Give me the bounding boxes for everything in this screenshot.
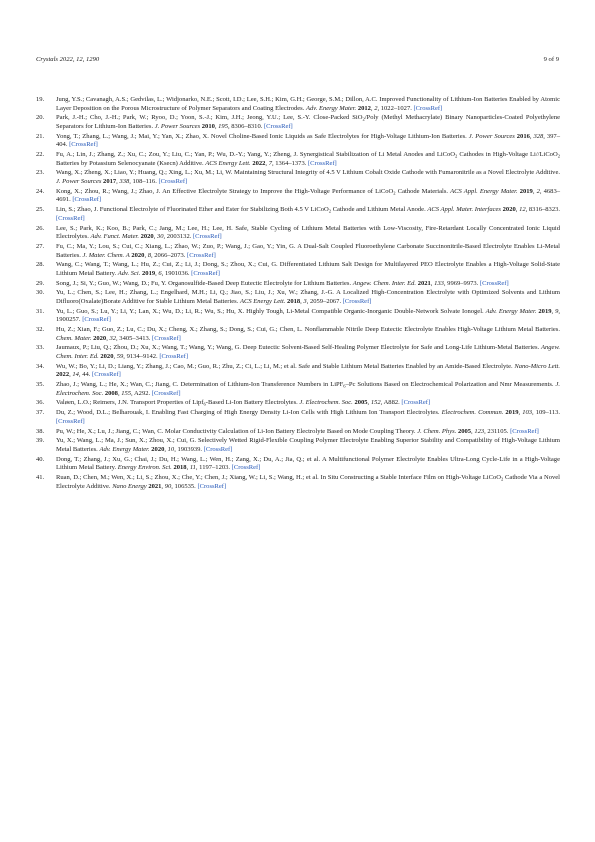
reference-number: 39. [36,437,45,445]
crossref-link[interactable]: [CrossRef] [72,196,102,204]
crossref-link[interactable]: [CrossRef] [401,399,431,407]
crossref-link[interactable]: [CrossRef] [264,123,293,131]
reference-text: Song, J.; Si, Y.; Guo, W.; Wang, D.; Fu, Y. Organosulfide-Based Deep Eutectic Electrolyte for Lithium Batteries. Angew. Chem. Inter. Ed. 2021, 133, 9969–9973. [56,279,480,287]
crossref-link[interactable]: [CrossRef] [479,279,509,287]
reference-number: 25. [36,206,45,214]
reference-number: 34. [36,362,45,370]
reference-number: 30. [36,289,45,297]
crossref-link[interactable]: [CrossRef] [510,427,539,435]
reference-item [36,289,560,306]
reference-item [36,399,560,408]
crossref-link[interactable]: [CrossRef] [413,104,443,112]
reference-text: Dong, T.; Zhang, J.; Xu, G.; Chai, J.; Du, H.; Wang, L.; Wen, H.; Zang, X.; Du, A.; Jia, Q.; et al. A Multifunctional Polymer Electrolyte Enables Ultra-Long Cycle-Life in a High-Voltage Lithium Metal Battery. Energy Environ. Sci. 2018, 11, 1197–1203. [56,455,560,472]
crossref-link[interactable]: [CrossRef] [56,417,85,425]
reference-item [36,428,560,437]
reference-text: Fu, C.; Ma, Y.; Lou, S.; Cui, C.; Xiang, L.; Zhao, W.; Zuo, P.; Wang, J.; Gao, Y.; Yin, G. A Dual-Salt Coupled Fluoroethylene Carbonate Succinonitrile-Based Electrolyte Enables Li-Metal Batteries. J. Mater. Chem. A 2020, 8, 2066–2073. [56,242,560,259]
reference-number: 32. [36,326,45,334]
reference-number: 41. [36,473,45,481]
crossref-link[interactable]: [CrossRef] [151,389,181,397]
reference-text: Fu, A.; Lin, J.; Zhang, Z.; Xu, C.; Zou, Y.; Liu, C.; Yan, P.; Wu, D.-Y.; Yang, Y.; Zheng, J. Synergistical Stabilization of Li Metal Anodes and LiCoO$_2$ Cathodes in High-Voltage Li//LiCoO$_2$ Batteries by Potassium Selenocyanate (Ksecn) Additive. ACS Energy Lett. 2022, 7, 1364–1373. [56,151,560,167]
reference-item [36,456,560,473]
reference-number: 38. [36,427,45,435]
reference-item [36,437,560,454]
reference-number: 27. [36,242,45,250]
reference-text: Lin, S.; Zhao, J. Functional Electrolyte of Fluorinated Ether and Ester for Stabilizing Both 4.5 V LiCoO$_2$ Cathode and Lithium Metal Anode. ACS Appl. Mater. Interfaces 2020, 12, 8316–8323. [56,206,561,214]
reference-item [36,344,560,361]
crossref-link[interactable]: [CrossRef] [231,464,261,472]
crossref-link[interactable]: [CrossRef] [82,316,111,324]
reference-number: 33. [36,344,45,352]
journal-citation: Crystals 2022, 12, 1290 [36,56,100,63]
reference-item [36,308,560,325]
crossref-link[interactable]: [CrossRef] [308,159,337,167]
reference-text: Jaumaux, P.; Liu, Q.; Zhou, D.; Xu, X.; Wang, T.; Wang, Y.; Wang, G. Deep Eutectic Solvent-Based Self-Healing Polymer Electrolyte for Safe and Long-Life Lithium-Metal Batteries. Angew. Chem. Inter. Ed. 2020, 59, 9134–9142. [56,344,560,361]
reference-item [36,114,560,131]
crossref-link[interactable]: [CrossRef] [56,214,85,222]
reference-number: 36. [36,399,45,407]
page-header [36,56,559,66]
reference-text: Lee, S.; Park, K.; Koo, B.; Park, C.; Jang, M.; Lee, H.; Lee, H. Safe, Stable Cycling of Lithium Metal Batteries with Low-Viscosity, Fire-Retardant Locally Concentrated Ionic Liquid Electrolytes. Adv. Funct. Mater. 2020, 30, 2003132. [56,224,560,241]
crossref-link[interactable]: [CrossRef] [193,233,222,241]
reference-text: Du, Z.; Wood, D.L.; Belharouak, I. Enabling Fast Charging of High Energy Density Li-Ion Cells with High Lithium Ion Transport Electrolytes. Electrochem. Commun. 2019, 103, 109–113. [56,409,560,417]
reference-number: 19. [36,96,45,103]
reference-text: Ruan, D.; Chen, M.; Wen, X.; Li, S.; Zhou, X.; Che, Y.; Chen, J.; Xiang, W.; Li, S.; Wang, H.; et al. In Situ Constructing a Stable Interface Film on High-Voltage LiCoO$_2$ Cathode Via a Novel Electrolyte Additive. Nano Energy 2021, 90, 106535. [56,473,560,490]
reference-item [36,206,560,223]
reference-item [36,409,560,426]
reference-item [36,243,560,260]
reference-number: 20. [36,114,45,122]
reference-text: Wang, C.; Wang, T.; Wang, L.; Hu, Z.; Cui, Z.; Li, J.; Dong, S.; Zhou, X.; Cui, G. Differentiated Lithium Salt Design for Multilayered PEO Electrolyte Enables a High-Voltage Solid-State Lithium Metal Battery. Adv. Sci. 2019, 6, 1901036. [56,261,560,277]
reference-text: Yu, L.; Guo, S.; Lu, Y.; Li, Y.; Lan, X.; Wu, D.; Li, R.; Wu, S.; Hu, X. Highly Tough, Li-Metal Compatible Organic-Inorganic Double-Network Solvate Ionogel. Adv. Energy Mater. 2019, 9, 1900257. [56,307,560,324]
reference-text: Kong, X.; Zhou, R.; Wang, J.; Zhao, J. An Effective Electrolyte Strategy to Improve the High-Voltage Performance of LiCoO$_2$ Cathode Materials. ACS Appl. Energy Mater. 2019, 2, 4683–4691. [56,187,560,204]
reference-number: 21. [36,132,45,140]
reference-number: 28. [36,261,45,269]
crossref-link[interactable]: [CrossRef] [197,482,227,490]
crossref-link[interactable]: [CrossRef] [152,334,181,342]
crossref-link[interactable]: [CrossRef] [342,297,372,305]
reference-number: 22. [36,151,45,159]
reference-item [36,188,560,205]
reference-text: Jung, Y.S.; Cavanagh, A.S.; Gedvilas, L.; Widjonarko, N.E.; Scott, I.D.; Lee, S.H.; Kim, G.H.; George, S.M.; Dillon, A.C. Improved Functionality of Lithium-Ion Batteries Enabled by Atomic Layer Deposition on the Porous Microstructure of Polymer Separators and Coating Electrodes. Adv. Energy Mater. 2012, 2, 1022–1027. [56,96,560,112]
reference-number: 23. [36,169,45,177]
crossref-link[interactable]: [CrossRef] [187,251,216,259]
reference-text: Yu, X.; Wang, L.; Ma, J.; Sun, X.; Zhou, X.; Cui, G. Selectively Wetted Rigid-Flexible Coupling Polymer Electrolyte Enabling Superior Stability and Compatibility of High-Voltage Lithium Metal Batteries. Adv. Energy Mater. 2020, 10, 1903939. [56,437,560,453]
reference-text: Park, J.-H.; Cho, J.-H.; Park, W.; Ryoo, D.; Yoon, S.-J.; Kim, J.H.; Jeong, Y.U.; Lee, S.-Y. Close-Packed SiO$_2$/Poly (Methyl Methacrylate) Binary Nanoparticles-Coated Polyethylene Separators for Lithium-Ion Batteries. J. Power Sources 2010, 195, 8306–8310. [56,114,560,131]
reference-item [36,169,560,186]
reference-number: 26. [36,224,45,232]
reference-text: Zhao, J.; Wang, L.; He, X.; Wan, C.; Jiang, C. Determination of Lithium-Ion Transference Numbers in LiPF$_6$–Pc Solutions Based on Electrochemical Polarization and Nmr Measurements. J. Electrochem. Soc. 2008, 155, A292. [56,381,560,397]
crossref-link[interactable]: [CrossRef] [159,353,189,361]
reference-number: 31. [36,307,45,315]
reference-item [36,474,560,491]
reference-text: Hu, Z.; Xian, F.; Guo, Z.; Lu, C.; Du, X.; Cheng, X.; Zhang, S.; Dong, S.; Cui, G.; Chen, L. Nonflammable Nitrile Deep Eutectic Electrolyte Enables High-Voltage Lithium Metal Batteries. Chem. Mater. 2020, 32, 3405–3413. [56,326,560,342]
crossref-link[interactable]: [CrossRef] [69,141,98,149]
reference-item [36,363,560,380]
reference-text: Wang, X.; Zheng, X.; Liao, Y.; Huang, Q.; Xing, L.; Xu, M.; Li, W. Maintaining Structural Integrity of 4.5 V Lithium Cobalt Oxide Cathode with Fumaronitrile as a Novel Electrolyte Additive. J. Power Sources 2017, 338, 108–116. [56,169,560,186]
reference-text: Yu, L.; Chen, S.; Lee, H.; Zhang, L.; Engelhard, M.H.; Li, Q.; Jiao, S.; Liu, J.; Xu, W.; Zhang, J.-G. A Localized High-Concentration Electrolyte with Optimized Solvents and Lithium Difluoro(Oxalate)Borate Additive for Stable Lithium Metal Batteries. ACS Energy Lett. 2018, 3, 2059–2067. [56,289,560,305]
reference-number: 37. [36,409,45,417]
reference-text: Pu, W.; He, X.; Lu, J.; Jiang, C.; Wan, C. Molar Conductivity Calculation of Li-Ion Battery Electrolyte Based on Mode Coupling Theory. J. Chem. Phys. 2005, 123, 231105. [56,427,511,435]
reference-text: Wu, W.; Bo, Y.; Li, D.; Liang, Y.; Zhang, J.; Cao, M.; Guo, R.; Zhu, Z.; Ci, L.; Li, M.; et al. Safe and Stable Lithium Metal Batteries Enabled by an Amide-Based Electrolyte. Nano-Micro Lett. 2022, 14, 44. [56,362,560,379]
reference-list [36,96,560,492]
reference-item [36,151,560,168]
crossref-link[interactable]: [CrossRef] [191,269,220,277]
reference-number: 40. [36,455,45,463]
reference-number: 29. [36,279,45,287]
reference-item [36,225,560,242]
reference-text: Valøen, L.O.; Reimers, J.N. Transport Properties of Lipf$_6$-Based Li-Ion Battery Electrolytes. J. Electrochem. Soc. 2005, 152, A882. [56,399,402,407]
reference-item [36,381,560,398]
reference-number: 35. [36,381,45,389]
reference-item [36,261,560,278]
reference-item [36,133,560,150]
crossref-link[interactable]: [CrossRef] [203,445,233,453]
crossref-link[interactable]: [CrossRef] [92,371,121,379]
reference-item [36,280,560,289]
page-number: 9 of 9 [543,56,559,63]
reference-item [36,326,560,343]
crossref-link[interactable]: [CrossRef] [158,178,188,186]
reference-number: 24. [36,187,45,195]
reference-item [36,96,560,113]
reference-text: Yong, T.; Zhang, L.; Wang, J.; Mai, Y.; Yan, X.; Zhao, X. Novel Choline-Based Ionic Liquids as Safe Electrolytes for High-Voltage Lithium-Ion Batteries. J. Power Sources 2016, 328, 397–404. [56,132,560,149]
